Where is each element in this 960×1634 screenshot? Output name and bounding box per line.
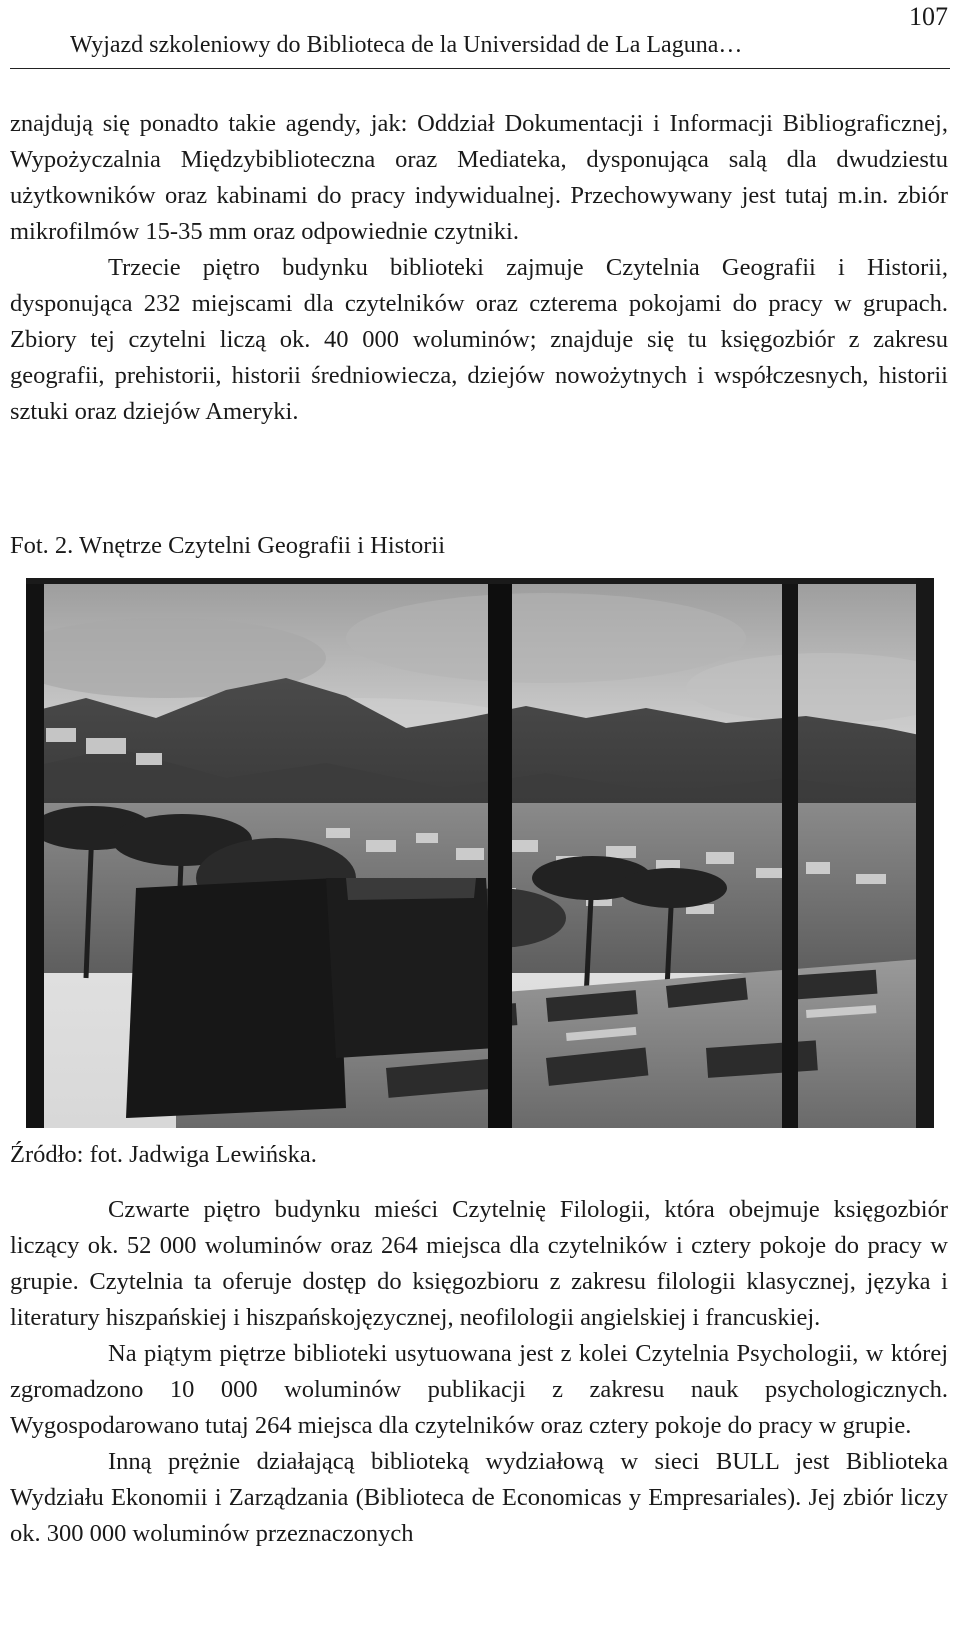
page-header [10,0,950,69]
library-reading-room-photo [26,578,934,1128]
running-title: Wyjazd szkoleniowy do Biblioteca de la Universidad de La Laguna… [70,32,743,58]
text-block-top [10,106,948,430]
paragraph: Trzecie piętro budynku biblioteki zajmuje Czytelnia Geografii i Historii, dysponująca 232 miejscami dla czytelników oraz czterema pokojami do pracy w grupach. Zbiory tej czytelni liczą ok. 40 000 woluminów; znajduje się tu księgozbiór z zakresu geografii, prehistorii, historii średniowiecza, dziejów nowożytnych i współczesnych, historii sztuki oraz dziejów Ameryki. [10,254,948,425]
text-block-bottom [10,1192,948,1552]
paragraph: znajdują się ponadto takie agendy, jak: Oddział Dokumentacji i Informacji Bibliograficznej, Wypożyczalnia Międzybiblioteczna oraz Mediateka, dysponująca salą dla dwudziestu użytkowników oraz kabinami do pracy indywidualnej. Przechowywany jest tutaj m.in. zbiór mikrofilmów 15-35 mm oraz odpowiednie czytniki. [10,110,948,245]
paragraph: Czwarte piętro budynku mieści Czytelnię Filologii, która obejmuje księgozbiór liczący ok. 52 000 woluminów oraz 264 miejsca dla czytelników i cztery pokoje do pracy w grupie. Czytelnia ta oferuje dostęp do księgozbioru z zakresu filologii klasycznej, języka i literatury hiszpańskiej i hiszpańskojęzycznej, neofilologii angielskiej i francuskiej. [10,1196,948,1331]
page-number: 107 [909,2,948,31]
photo-illustration [26,578,934,1128]
paragraph: Inną prężnie działającą biblioteką wydziałową w sieci BULL jest Biblioteka Wydziału Ekonomii i Zarządzania (Biblioteca de Economicas y Empresariales). Jej zbiór liczy ok. 300 000 woluminów przeznaczonych [10,1448,948,1547]
paragraph: Na piątym piętrze biblioteki usytuowana jest z kolei Czytelnia Psychologii, w której zgromadzono 10 000 woluminów publikacji z zakresu nauk psychologicznych. Wygospodarowano tutaj 264 miejsca dla czytelników oraz cztery pokoje do pracy w grupie. [10,1340,948,1439]
figure-source: Źródło: fot. Jadwiga Lewińska. [10,1141,317,1168]
figure-caption: Fot. 2. Wnętrze Czytelni Geografii i Historii [10,532,446,559]
